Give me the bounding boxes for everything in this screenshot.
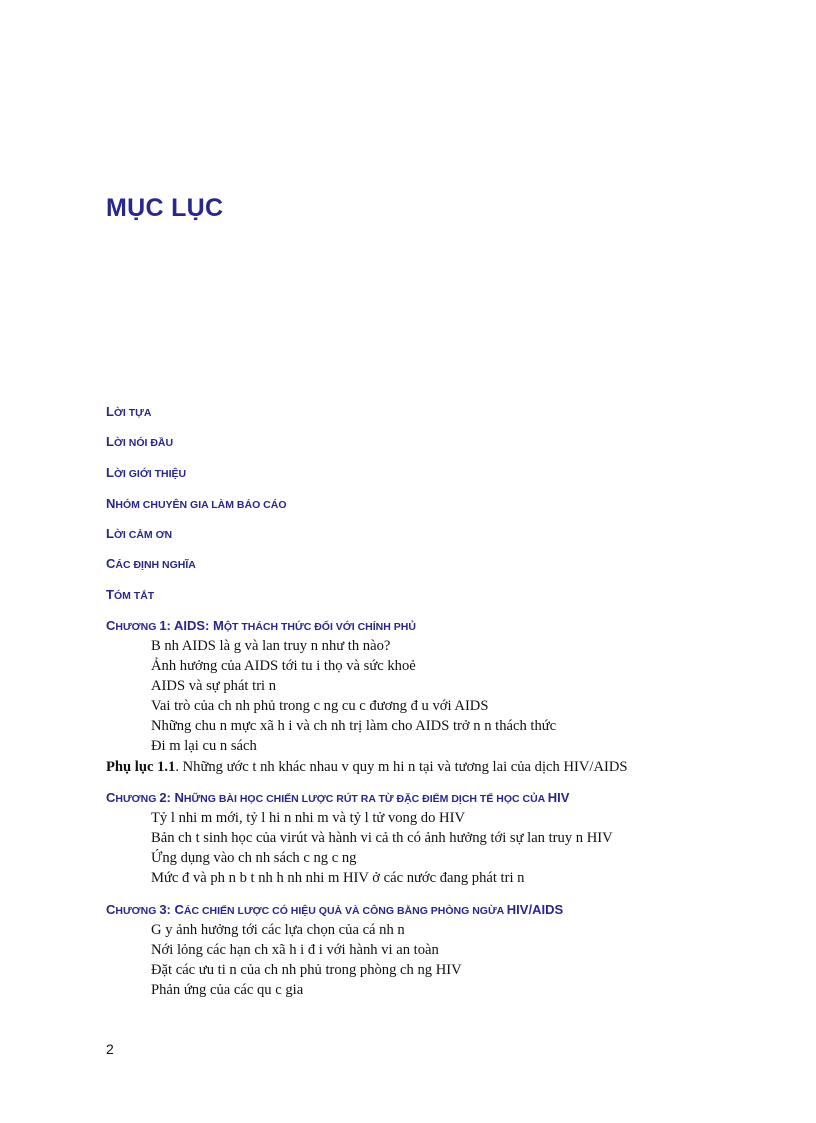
chapter-number: 3: C: [159, 902, 184, 917]
toc-chapter-3[interactable]: [106, 902, 563, 917]
appendix-text: . Những ước t nh khác nhau v quy m hi n tại và tương lai của dịch HIV/AIDS: [175, 759, 628, 775]
page-title: MỤC LỤC: [106, 194, 224, 222]
toc-entry-initial: L: [106, 404, 114, 419]
toc-entry-initial: L: [106, 465, 114, 480]
toc-item[interactable]: Đi m lại cu n sách: [151, 738, 257, 754]
toc-item[interactable]: Phản ứng của các qu c gia: [151, 982, 304, 998]
toc-entry-tom-tat[interactable]: [106, 587, 154, 602]
toc-item[interactable]: Tỷ l nhi m mới, tỷ l hi n nhi m và tỷ l tử vong do HIV: [151, 810, 465, 826]
chapter-title: ỘT THÁCH THỨC ĐỐI VỚI CHÍNH PHỦ: [223, 621, 416, 633]
toc-appendix-1-1[interactable]: [106, 760, 628, 775]
chapter-number: 2: N: [159, 790, 184, 805]
toc-entry-loi-cam-on[interactable]: [106, 526, 172, 541]
chapter-text: HƯƠNG: [115, 905, 160, 917]
toc-entry-loi-noi-dau[interactable]: [106, 434, 173, 449]
toc-item[interactable]: Vai trò của ch nh phủ trong c ng cu c đương đ u với AIDS: [151, 698, 489, 714]
toc-entry-cac-dinh-nghia[interactable]: [106, 556, 196, 571]
toc-item[interactable]: B nh AIDS là g và lan truy n như th nào?: [151, 638, 391, 654]
toc-item[interactable]: Bản ch t sinh học của virút và hành vi cả th có ảnh hưởng tới sự lan truy n HIV: [151, 830, 613, 846]
toc-entry-text: ÁC ĐỊNH NGHĨA: [115, 559, 196, 571]
toc-entry-text: ỜI CẢM ƠN: [113, 529, 173, 541]
toc-entry-loi-gioi-thieu[interactable]: [106, 465, 186, 480]
toc-item[interactable]: Ảnh hưởng của AIDS tới tu i thọ và sức khoẻ: [151, 658, 416, 674]
toc-item[interactable]: AIDS và sự phát tri n: [151, 678, 277, 694]
toc-entry-initial: T: [106, 587, 114, 602]
toc-entry-initial: N: [106, 496, 116, 511]
toc-entry-initial: C: [106, 556, 116, 571]
toc-chapter-1[interactable]: [106, 618, 416, 633]
toc-entry-nhom-chuyen-gia[interactable]: [106, 496, 287, 511]
chapter-initial: C: [106, 790, 116, 805]
toc-item[interactable]: Mức đ và ph n b t nh h nh nhi m HIV ở các nước đang phát tri n: [151, 870, 525, 886]
page-number: 2: [106, 1041, 114, 1057]
chapter-number: 1: AIDS: M: [159, 618, 224, 633]
toc-entry-text: ỜI GIỚI THIỆU: [113, 468, 187, 480]
chapter-title-end: HIV/AIDS: [506, 902, 564, 917]
toc-item[interactable]: Những chu n mực xã h i và ch nh trị làm cho AIDS trở n n thách thức: [151, 718, 557, 734]
toc-chapter-2[interactable]: [106, 790, 569, 805]
chapter-initial: C: [106, 902, 116, 917]
chapter-title: HỮNG BÀI HỌC CHIẾN LƯỢC RÚT RA TỪ ĐẶC ĐIỂM DỊCH TẾ HỌC CỦA: [183, 793, 548, 805]
chapter-text: HƯƠNG: [115, 621, 160, 633]
toc-item[interactable]: Nới lỏng các hạn ch xã h i đ i với hành vi an toàn: [151, 942, 439, 958]
toc-entry-initial: L: [106, 434, 114, 449]
chapter-initial: C: [106, 618, 116, 633]
toc-entry-loi-tua[interactable]: [106, 404, 151, 419]
toc-entry-text: ỜI TỰA: [113, 407, 152, 419]
chapter-title: ÁC CHIẾN LƯỢC CÓ HIỆU QUẢ VÀ CÔNG BẰNG PHÒNG NGỪA: [183, 905, 507, 917]
toc-entry-text: ÓM TẮT: [113, 590, 155, 602]
toc-item[interactable]: Đặt các ưu ti n của ch nh phủ trong phòng ch ng HIV: [151, 962, 462, 978]
toc-item[interactable]: G y ảnh hưởng tới các lựa chọn của cá nh n: [151, 922, 405, 938]
toc-entry-initial: L: [106, 526, 114, 541]
toc-item[interactable]: Ứng dụng vào ch nh sách c ng c ng: [151, 850, 357, 866]
toc-entry-text: HÓM CHUYÊN GIA LÀM BÁO CÁO: [115, 499, 287, 511]
appendix-label: Phụ lục 1.1: [106, 759, 176, 775]
toc-entry-text: ỜI NÓI ĐẦU: [113, 437, 174, 449]
chapter-title-end: HIV: [547, 790, 570, 805]
chapter-text: HƯƠNG: [115, 793, 160, 805]
